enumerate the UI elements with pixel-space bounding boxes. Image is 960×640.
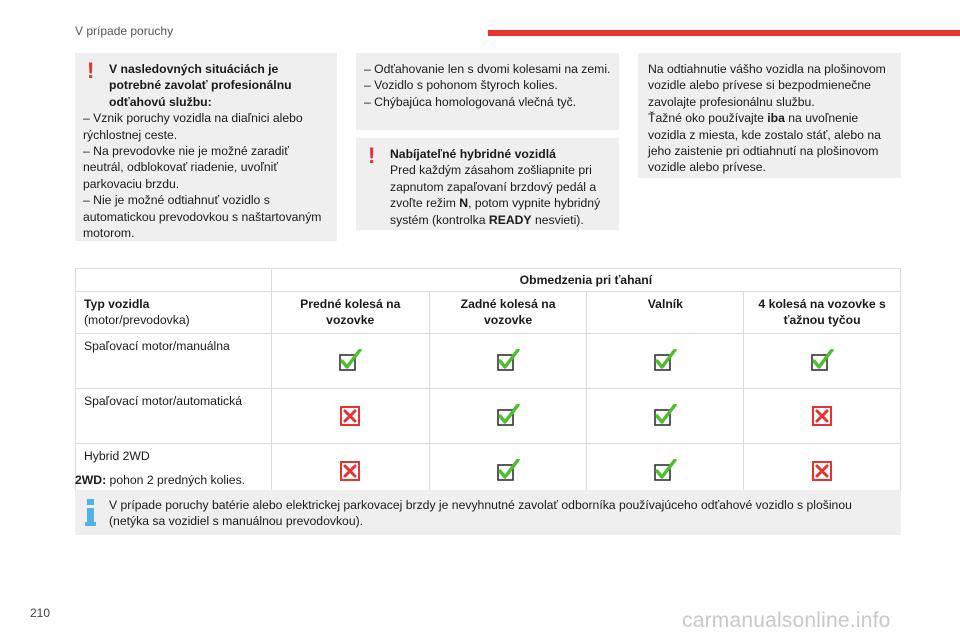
table-first-col-header bbox=[76, 292, 272, 334]
list-item: – Nie je možné odtiahnuť vozidlo s automatickou prevodovkou s naštartovaným motorom. bbox=[83, 193, 322, 241]
column-header: Zadné kolesá na vozovke bbox=[429, 292, 587, 334]
warning-icon: ! bbox=[87, 58, 95, 83]
status-cell bbox=[744, 389, 901, 444]
check-icon bbox=[653, 404, 677, 428]
list-item: – Vznik poruchy vozidla na diaľnici alebo rýchlostnej ceste. bbox=[83, 111, 303, 142]
hybrid-text: nesvieti). bbox=[531, 212, 584, 227]
cross-icon bbox=[338, 404, 362, 428]
status-cell bbox=[429, 389, 587, 444]
warning-icon: ! bbox=[368, 143, 376, 168]
status-cell bbox=[271, 389, 429, 444]
header-accent-bar bbox=[488, 30, 960, 36]
check-icon bbox=[496, 459, 520, 483]
hybrid-text: Pred každým zásahom zošliapnite pri zapnutom zapaľovaní brzdový pedál a zvoľte režim bbox=[390, 163, 597, 211]
warning-box-hybrid bbox=[356, 138, 619, 230]
table-group-header: Obmedzenia pri ťahaní bbox=[271, 269, 900, 292]
section-title: V prípade poruchy bbox=[75, 24, 174, 38]
row-label: Spaľovací motor/automatická bbox=[76, 389, 272, 444]
table-row bbox=[76, 389, 901, 444]
check-icon bbox=[496, 404, 520, 428]
warning-heading: V nasledovných situáciách je potrebné zavolať profesionálnu odťahovú službu: bbox=[109, 62, 292, 109]
column-header: 4 kolesá na vozovke s ťažnou tyčou bbox=[744, 292, 901, 334]
row-label: Spaľovací motor/manuálna bbox=[76, 334, 272, 389]
cross-icon bbox=[338, 459, 362, 483]
legend-definition: pohon 2 predných kolies. bbox=[106, 473, 246, 487]
list-item: – Chýbajúca homologovaná vlečná tyč. bbox=[364, 94, 577, 109]
list-box-restrictions bbox=[356, 53, 619, 130]
platform-text: Na odtiahnutie vášho vozidla na plošinovom vozidle alebo prívese si bezpodmienečne zavolajte profesionálnu službu. bbox=[648, 62, 886, 109]
list-item: – Na prevodovke nie je možné zaradiť neutrál, odblokovať riadenie, uvoľniť parkovaciu brzdu. bbox=[83, 144, 289, 191]
legend-term: 2WD: bbox=[75, 473, 107, 487]
info-icon bbox=[85, 499, 95, 527]
info-box bbox=[75, 490, 901, 535]
status-cell bbox=[587, 334, 744, 389]
watermark: carmanualsonline.info bbox=[682, 609, 891, 632]
tow-eye-bold: iba bbox=[767, 111, 785, 126]
page-number: 210 bbox=[30, 606, 51, 620]
column-header: Predné kolesá na vozovke bbox=[271, 292, 429, 334]
check-icon bbox=[653, 459, 677, 483]
info-text: V prípade poruchy batérie alebo elektrickej parkovacej brzdy je nevyhnutné zavolať odborníka používajúceho odťahové vozidlo s plošinou (netýka sa vozidiel s manuálnou prevodovkou). bbox=[109, 498, 852, 529]
vehicle-type-sub: (motor/prevodovka) bbox=[84, 313, 190, 327]
note-box-platform bbox=[638, 53, 901, 178]
cross-icon bbox=[810, 459, 834, 483]
hybrid-text: , potom vypnite hybridný systém (kontrolka bbox=[390, 196, 601, 227]
column-header: Valník bbox=[587, 292, 744, 334]
warning-box-towing-service bbox=[75, 53, 337, 241]
check-icon bbox=[653, 349, 677, 373]
status-cell bbox=[744, 334, 901, 389]
status-cell bbox=[429, 334, 587, 389]
check-icon bbox=[810, 349, 834, 373]
cross-icon bbox=[810, 404, 834, 428]
check-icon bbox=[338, 349, 362, 373]
vehicle-type-label: Typ vozidla bbox=[84, 297, 150, 311]
status-cell bbox=[271, 334, 429, 389]
tow-eye-text: na uvoľnenie vozidla z miesta, kde zostalo stáť, alebo na jeho zaistenie pri odtiahnutí na plošinovom vozidle alebo prívese. bbox=[648, 111, 881, 175]
tow-eye-text: Ťažné oko používajte bbox=[648, 111, 768, 126]
check-icon bbox=[496, 349, 520, 373]
ready-label: READY bbox=[488, 212, 532, 227]
list-item: – Odťahovanie len s dvomi kolesami na zemi. bbox=[364, 62, 611, 76]
table-row bbox=[76, 334, 901, 389]
status-cell bbox=[587, 389, 744, 444]
table-corner-cell bbox=[76, 269, 272, 292]
towing-restrictions-table bbox=[75, 268, 901, 499]
mode-n-label: N bbox=[459, 196, 469, 211]
row-label: Hybrid 2WD bbox=[76, 444, 272, 499]
list-item: – Vozidlo s pohonom štyroch kolies. bbox=[364, 78, 558, 93]
legend bbox=[75, 473, 245, 487]
hybrid-warning-heading: Nabíjateľné hybridné vozidlá bbox=[390, 147, 556, 161]
